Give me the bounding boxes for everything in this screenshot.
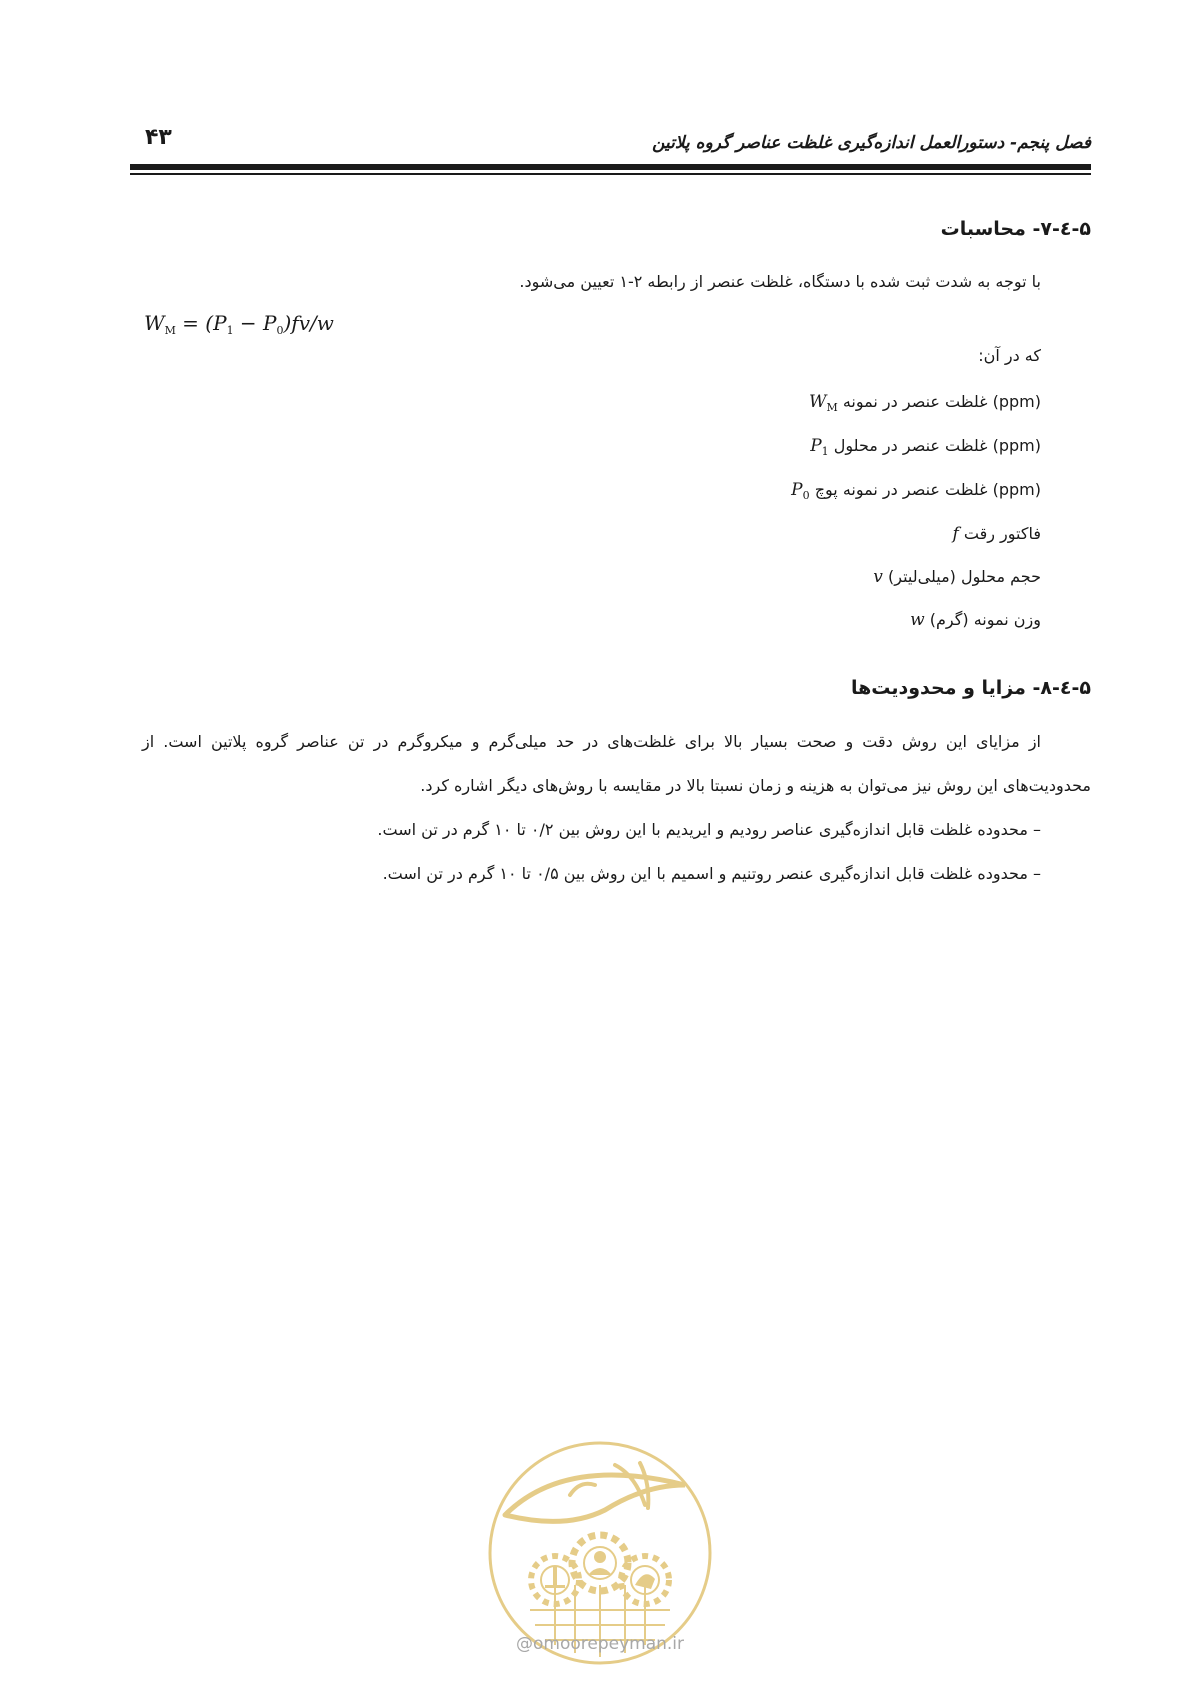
advantages-paragraph-line: محدودیت‌های این روش نیز می‌توان به هزینه و زمان نسبتا بالا در مقایسه با روش‌های دیگر اشاره کرد. xyxy=(420,776,1091,795)
variable-definition xyxy=(952,524,1041,544)
variable-description: فاکتور رقت xyxy=(963,524,1041,543)
variable-description: حجم محلول (میلی‌لیتر) xyxy=(888,567,1041,586)
list-item: – محدوده غلظت قابل اندازه‌گیری عناصر رودیم و ایریدیم با این روش بین ۰/۲ تا ۱۰ گرم در تن است. xyxy=(377,820,1041,839)
concentration-formula xyxy=(144,311,334,337)
header-rule-thin xyxy=(130,173,1091,175)
variable-description: غلظت عنصر در محلول (ppm) xyxy=(833,436,1041,455)
calculation-intro: با توجه به شدت ثبت شده با دستگاه، غلظت عنصر از رابطه ۲-۱ تعیین می‌شود. xyxy=(519,272,1041,291)
variable-symbol: $P_1$ xyxy=(810,436,829,458)
variable-symbol: w xyxy=(910,610,925,630)
at-icon: @ xyxy=(515,1634,533,1654)
variable-definition xyxy=(873,567,1041,587)
section-heading-advantages-limitations: ۵-٤-۸- مزایا و محدودیت‌ها xyxy=(850,677,1091,699)
variable-definition xyxy=(809,392,1041,414)
section-heading-calculations: ۵-٤-۷- محاسبات xyxy=(940,218,1091,240)
list-item: – محدوده غلظت قابل اندازه‌گیری عنصر روتنیم و اسمیم با این روش بین ۰/۵ تا ۱۰ گرم در تن است. xyxy=(382,864,1041,883)
variable-symbol: $P_0$ xyxy=(791,480,810,502)
header-rule-thick xyxy=(130,164,1091,170)
variable-definition xyxy=(910,610,1041,630)
variable-definition xyxy=(810,436,1041,458)
running-head: فصل پنجم- دستورالعمل اندازه‌گیری غلظت عناصر گروه پلاتین xyxy=(652,133,1091,153)
variable-description: غلظت عنصر در نمونه پوچ (ppm) xyxy=(814,480,1041,499)
where-label: که در آن: xyxy=(978,346,1041,365)
page-number: ۴۳ xyxy=(145,125,172,150)
formula-text: $W_M = (P_1 - P_0)fv/w$ xyxy=(144,311,334,337)
variable-definition xyxy=(791,480,1041,502)
variable-description: وزن نمونه (گرم) xyxy=(929,610,1041,629)
publisher-url-text: omoorepeyman.ir xyxy=(532,1634,685,1654)
variable-description: غلظت عنصر در نمونه (ppm) xyxy=(842,392,1041,411)
publisher-url xyxy=(475,1634,725,1654)
variable-symbol: v xyxy=(873,567,883,587)
variable-symbol: f xyxy=(952,524,959,544)
variable-symbol: $W_M$ xyxy=(809,392,838,414)
advantages-paragraph-line: از مزایای این روش دقت و صحت بسیار بالا برای غلظت‌های در حد میلی‌گرم و میکروگرم در تن عناصر گروه پلاتین است. از xyxy=(142,732,1041,751)
